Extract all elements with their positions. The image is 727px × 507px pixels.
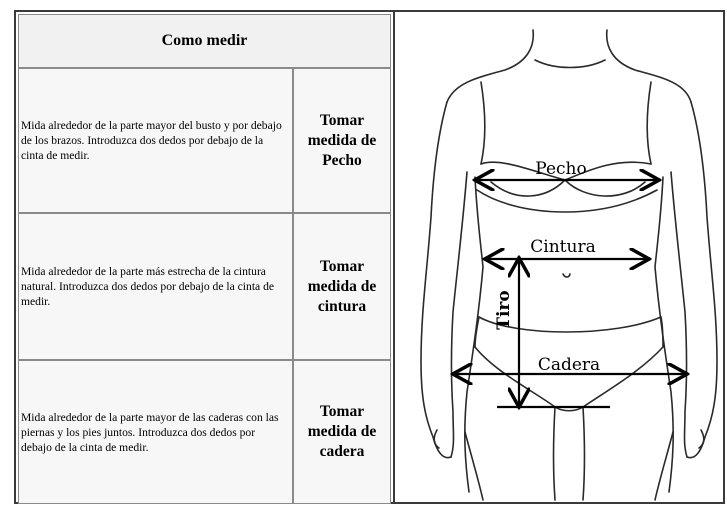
rise-measure-label: Tiro — [494, 290, 514, 330]
chest-description: Mida alrededor de la parte mayor del busto y por debajo de los brazos. Introduzca dos dedos por debajo de la cinta de medir. — [21, 119, 282, 162]
chest-label: Tomar medida de Pecho — [307, 111, 377, 169]
waist-description-cell — [18, 213, 293, 360]
hip-label: Tomar medida de cadera — [307, 403, 377, 460]
hip-label-cell — [293, 360, 391, 504]
chest-measure-label: Pecho — [535, 159, 587, 179]
table-header-title: Como medir — [161, 32, 248, 49]
waist-measure-label: Cintura — [530, 237, 596, 257]
hip-description: Mida alrededor de la parte mayor de las caderas con las piernas y los pies juntos. Introduzca dos dedos por debajo de la cinta de medir. — [21, 410, 279, 454]
table-header — [18, 14, 391, 68]
hip-description-cell — [18, 360, 293, 504]
hip-measure-label: Cadera — [537, 355, 601, 375]
measurement-guide-table — [14, 10, 725, 504]
chest-label-cell — [293, 68, 391, 213]
waist-description: Mida alrededor de la parte más estrecha de la cintura natural. Introduzca dos dedos por debajo de la cinta de medir. — [21, 265, 275, 308]
waist-label: Tomar medida de cintura — [307, 257, 377, 315]
body-diagram-cell — [393, 12, 723, 502]
body-outline — [421, 30, 717, 500]
chest-description-cell — [18, 68, 293, 213]
body-measurement-diagram — [395, 12, 725, 502]
waist-label-cell — [293, 213, 391, 360]
